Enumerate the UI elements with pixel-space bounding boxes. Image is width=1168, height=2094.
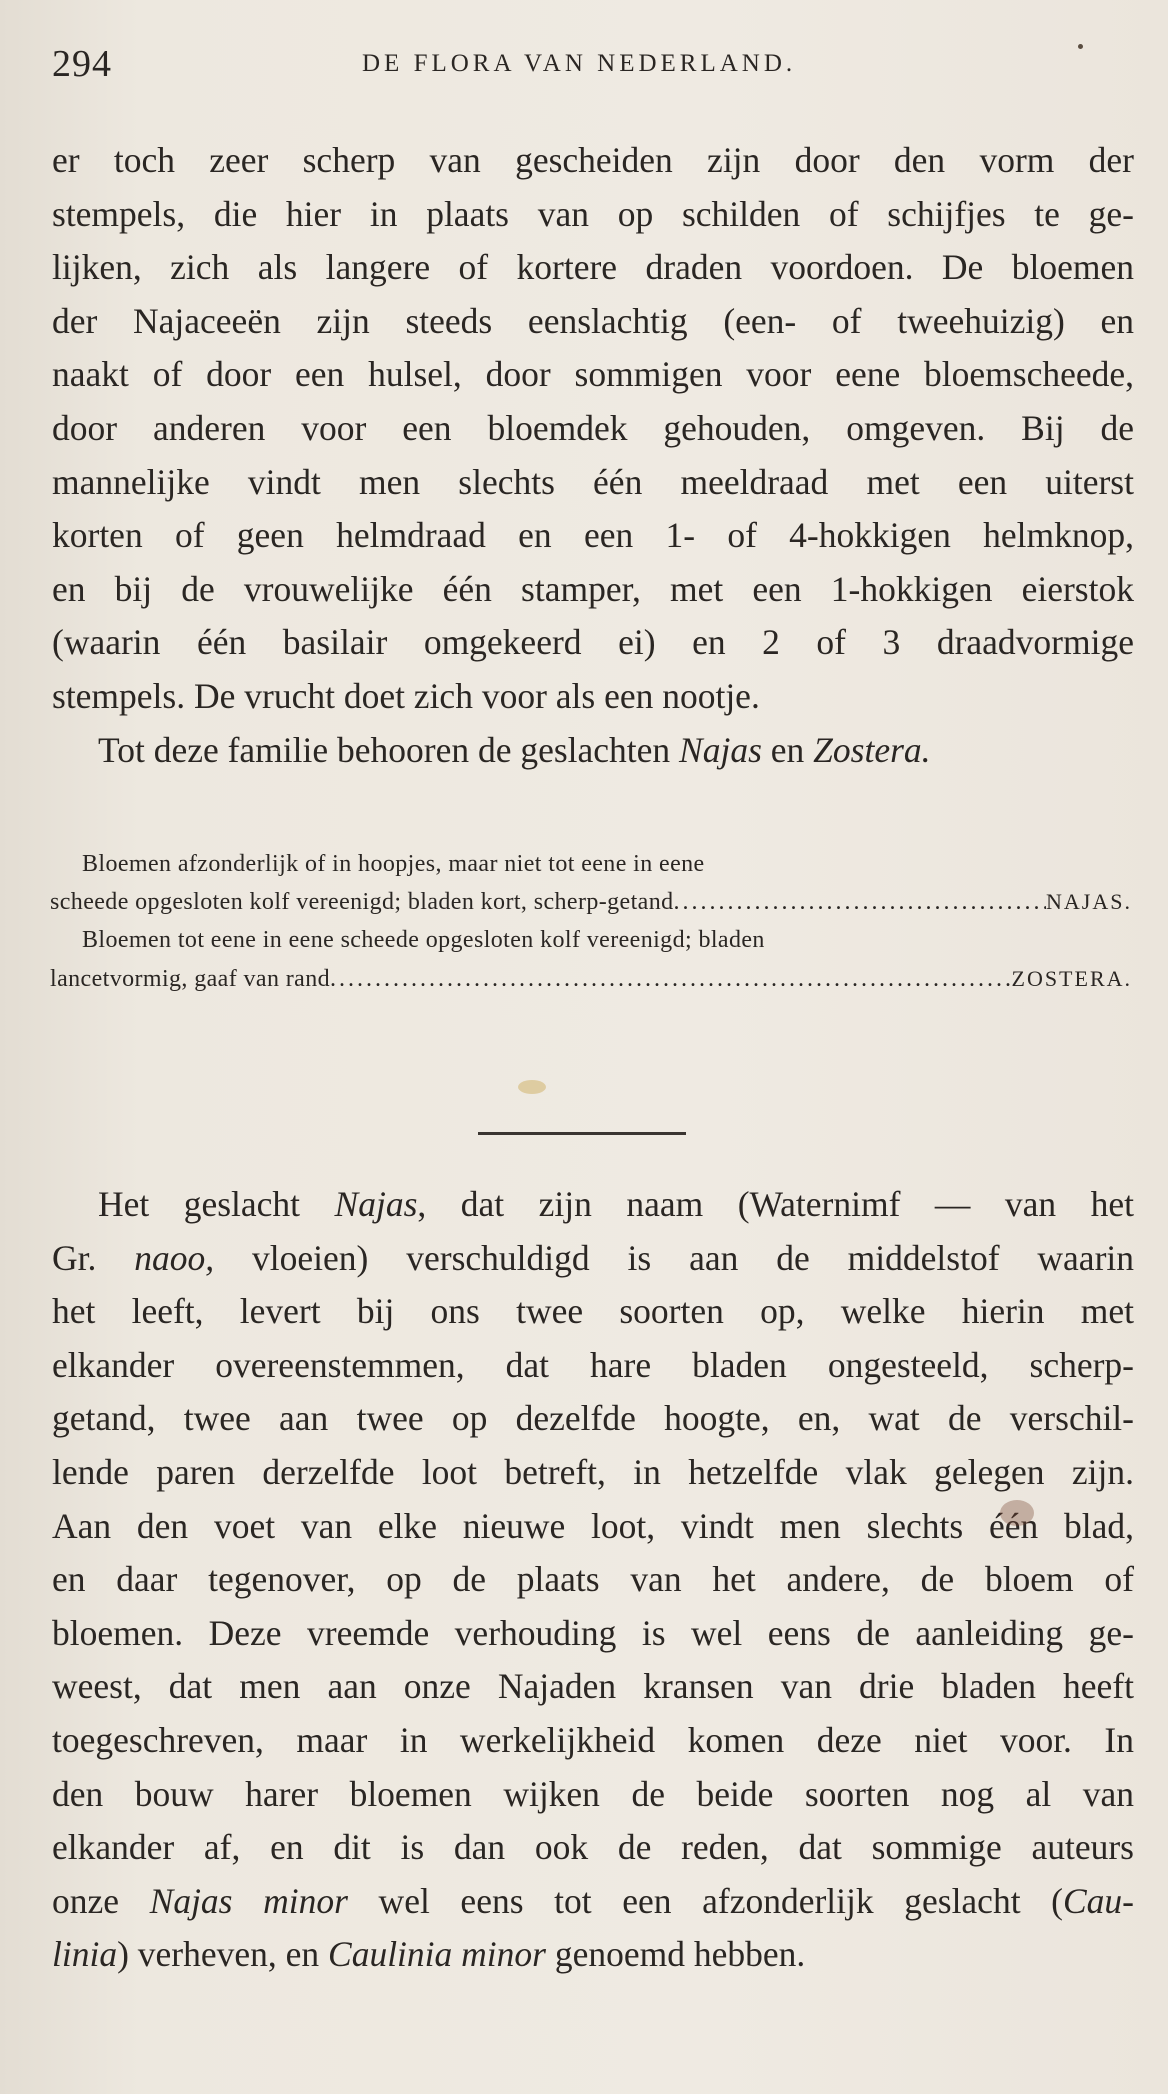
key-text: scheede opgesloten kolf vereenigd; bladen kort, scherp-getand [50, 889, 674, 916]
page-header [52, 42, 1112, 92]
family-line-text: en [761, 729, 814, 770]
text-run: , dat zijn naam (Waternimf — van het [417, 1184, 1134, 1224]
key-text: Bloemen tot eene in eene scheede opgesloten kolf vereenigd; bladen [82, 927, 765, 954]
text-line: weest, dat men aan onze Najaden kransen van drie bladen heeft [52, 1666, 1134, 1707]
leader-dots [674, 883, 1047, 921]
key-entry-line [82, 921, 1132, 959]
text-line: er toch zeer scherp van gescheiden zijn door den vorm der [52, 140, 1134, 180]
text-line: naakt of door een hulsel, door sommigen voor eene bloemscheede, [52, 354, 1134, 395]
text-run: Het geslacht [98, 1184, 335, 1224]
text-run: genoemd hebben. [545, 1934, 806, 1975]
text-line: mannelijke vindt men slechts één meeldraad met een uiterst [52, 461, 1134, 502]
leader-dots [330, 960, 1011, 998]
identification-key [50, 845, 1132, 998]
paragraph-1 [52, 134, 1134, 777]
key-text: Bloemen afzonderlijk of in hoopjes, maar niet tot eene in eene [82, 851, 705, 877]
text-line [52, 1178, 1134, 1232]
text-line: elkander overeenstemmen, dat hare bladen ongesteeld, scherp- [52, 1344, 1134, 1385]
text-line [52, 1232, 1134, 1286]
family-line-text: Tot deze familie behooren de geslachten [98, 729, 680, 770]
text-line: lende paren derzelfde loot betreft, in hetzelfde vlak gelegen zijn. [52, 1451, 1134, 1492]
text-run: wel eens tot een afzonderlijk geslacht ( [347, 1880, 1063, 1921]
text-line: en daar tegenover, op de plaats van het andere, de bloem of [52, 1559, 1134, 1600]
italic-genus: linia [52, 1934, 118, 1975]
genus-zostera: Zostera. [813, 729, 931, 770]
text-line: bloemen. Deze vreemde verhouding is wel eens de aanleiding ge- [52, 1612, 1134, 1653]
text-line: den bouw harer bloemen wijken de beide soorten nog al van [52, 1773, 1134, 1814]
text-line: (waarin één basilair omgekeerd ei) en 2 of 3 draadvormige [52, 622, 1134, 663]
text-line: stempels. De vrucht doet zich voor als een nootje. [52, 675, 760, 716]
italic-word: naoo, [134, 1237, 215, 1278]
paragraph-2 [52, 1178, 1134, 1982]
family-line [52, 724, 1134, 778]
text-line: door anderen voor een bloemdek gehouden, omgeven. Bij de [52, 407, 1134, 448]
italic-species: Najas minor [149, 1880, 348, 1921]
text-line: stempels, die hier in plaats van op schilden of schijfjes te ge- [52, 193, 1134, 234]
key-entry-line [50, 883, 1132, 921]
key-genus-najas: NAJAS. [1046, 889, 1132, 915]
paper-stain [518, 1080, 546, 1094]
page-number: 294 [52, 43, 112, 85]
key-entry-line [50, 960, 1132, 998]
text-run: onze [52, 1880, 150, 1921]
text-line: toegeschreven, maar in werkelijkheid komen deze niet voor. In [52, 1719, 1134, 1760]
text-line: korten of geen helmdraad en een 1- of 4-hokkigen helmknop, [52, 515, 1134, 556]
text-line: en bij de vrouwelijke één stamper, met een 1-hokkigen eierstok [52, 568, 1134, 609]
key-text: lancetvormig, gaaf van rand [50, 965, 331, 992]
running-head: DE FLORA VAN NEDERLAND. [362, 50, 797, 77]
text-line [52, 1928, 1134, 1982]
italic-genus: Najas [334, 1184, 418, 1224]
section-divider [478, 1132, 686, 1135]
italic-species: Caulinia minor [328, 1934, 546, 1975]
text-run: ) verheven, en [117, 1934, 329, 1975]
text-line: elkander af, en dit is dan ook de reden, dat sommige auteurs [52, 1827, 1134, 1868]
text-run: Gr. [52, 1237, 135, 1278]
text-line: lijken, zich als langere of kortere draden voordoen. De bloemen [52, 247, 1134, 288]
italic-genus: Cau- [1063, 1880, 1134, 1921]
text-line: getand, twee aan twee op dezelfde hoogte, en, wat de verschil- [52, 1398, 1134, 1439]
genus-najas: Najas [679, 729, 762, 770]
text-run: vloeien) verschuldigd is aan de middelstof waarin [214, 1237, 1134, 1278]
text-line: het leeft, levert bij ons twee soorten op, welke hierin met [52, 1291, 1134, 1332]
paper-stain [1000, 1500, 1034, 1526]
text-line: der Najaceeën zijn steeds eenslachtig (een- of tweehuizig) en [52, 300, 1134, 341]
key-genus-zostera: ZOSTERA. [1011, 965, 1132, 991]
text-line: Aan den voet van elke nieuwe loot, vindt men slechts één blad, [52, 1505, 1134, 1546]
key-entry-line [82, 845, 1132, 883]
text-line [52, 1875, 1134, 1929]
